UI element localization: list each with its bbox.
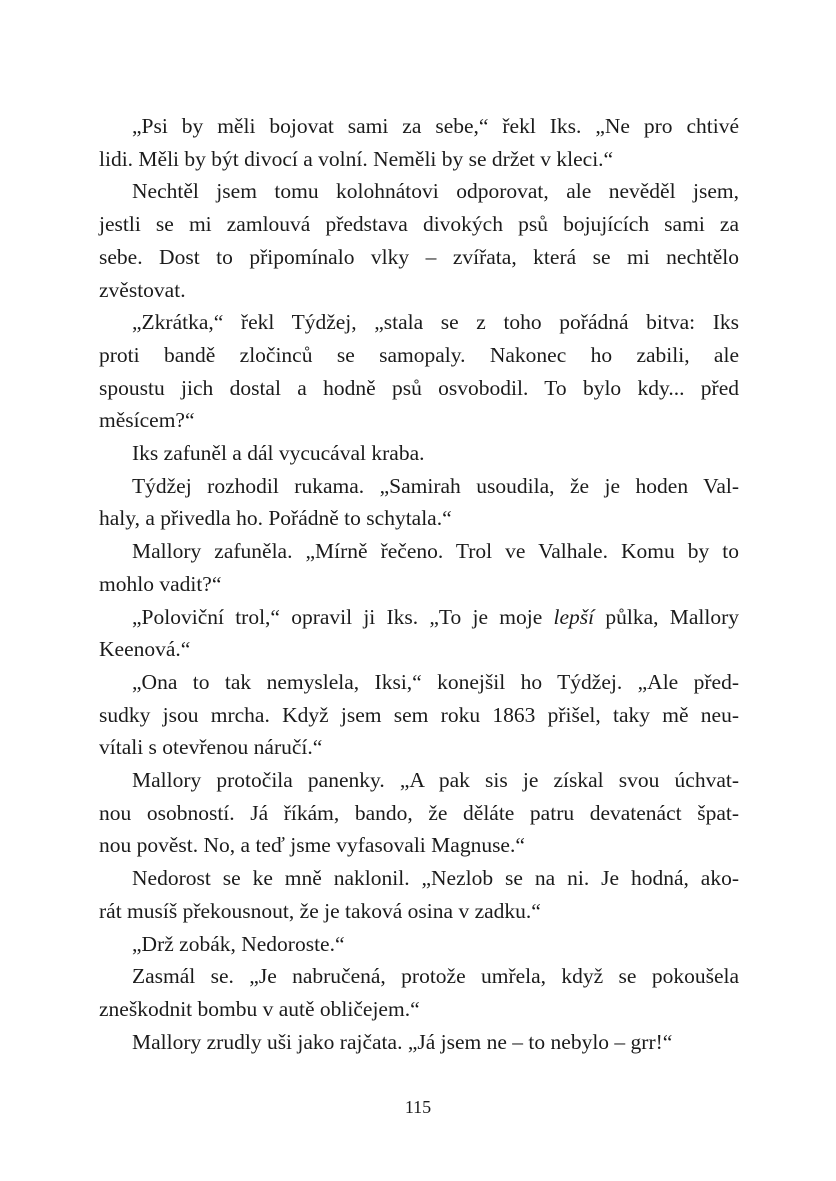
text-line: jestli se mi zamlouvá představa divokých psů bojujících sami za	[99, 212, 739, 237]
paragraph	[99, 437, 739, 470]
paragraph	[99, 110, 739, 175]
text-line: Nedorost se ke mně naklonil. „Nezlob se na ni. Je hodná, ako-	[132, 866, 739, 891]
text-block	[99, 110, 739, 1058]
text-line: „Drž zobák, Nedoroste.“	[132, 931, 345, 956]
text-line: Mallory zafuněla. „Mírně řečeno. Trol ve Valhale. Komu by to	[132, 539, 739, 564]
paragraph	[99, 470, 739, 535]
paragraph	[99, 928, 739, 961]
text-line: Týdžej rozhodil rukama. „Samirah usoudila, že je hoden Val-	[132, 473, 739, 498]
text-line: Mallory zrudly uši jako rajčata. „Já jsem ne – to nebylo – grr!“	[132, 1029, 673, 1054]
paragraph	[99, 601, 739, 666]
text-line: zvěstovat.	[99, 277, 186, 302]
text-line: Mallory protočila panenky. „A pak sis je získal svou úchvat-	[132, 768, 739, 793]
text-line: „Poloviční trol,“ opravil ji Iks. „To je moje lepší půlka, Mallory	[132, 604, 739, 629]
text-line: sebe. Dost to připomínalo vlky – zvířata, která se mi nechtělo	[99, 244, 739, 269]
paragraph	[99, 960, 739, 1025]
paragraph	[99, 535, 739, 600]
text-line: lidi. Měli by být divocí a volní. Neměli by se držet v kleci.“	[99, 146, 614, 171]
page-number: 115	[404, 1097, 432, 1117]
text-line: sudky jsou mrcha. Když jsem sem roku 1863 přišel, taky mě neu-	[99, 702, 739, 727]
text-line: mohlo vadit?“	[99, 571, 222, 596]
text-line: zneškodnit bombu v autě obličejem.“	[99, 996, 420, 1021]
paragraph	[99, 175, 739, 306]
text-line: rát musíš překousnout, že je taková osina v zadku.“	[99, 898, 541, 923]
text-line: „Ona to tak nemyslela, Iksi,“ konejšil ho Týdžej. „Ale před-	[132, 669, 739, 694]
text-line: spoustu jich dostal a hodně psů osvobodil. To bylo kdy... před	[99, 375, 739, 400]
paragraph	[99, 666, 739, 764]
text-line: „Zkrátka,“ řekl Týdžej, „stala se z toho pořádná bitva: Iks	[132, 310, 739, 335]
paragraph	[99, 764, 739, 862]
text-line: nou osobností. Já říkám, bando, že děláte patru devatenáct špat-	[99, 800, 739, 825]
text-line: měsícem?“	[99, 408, 195, 433]
text-line: Nechtěl jsem tomu kolohnátovi odporovat, ale nevěděl jsem,	[132, 179, 739, 204]
paragraph	[99, 306, 739, 437]
text-line: vítali s otevřenou náručí.“	[99, 735, 323, 760]
text-line: nou pověst. No, a teď jsme vyfasovali Magnuse.“	[99, 833, 525, 858]
text-line: „Psi by měli bojovat sami za sebe,“ řekl Iks. „Ne pro chtivé	[132, 114, 739, 138]
text-line: haly, a přivedla ho. Pořádně to schytala.“	[99, 506, 452, 531]
text-line: Iks zafuněl a dál vycucával kraba.	[132, 441, 425, 466]
text-line: Zasmál se. „Je nabručená, protože umřela, když se pokoušela	[132, 964, 739, 989]
text-line: proti bandě zločinců se samopaly. Nakonec ho zabili, ale	[99, 342, 739, 367]
paragraph	[99, 862, 739, 927]
paragraph	[99, 1026, 739, 1059]
text-line: Keenová.“	[99, 637, 191, 662]
